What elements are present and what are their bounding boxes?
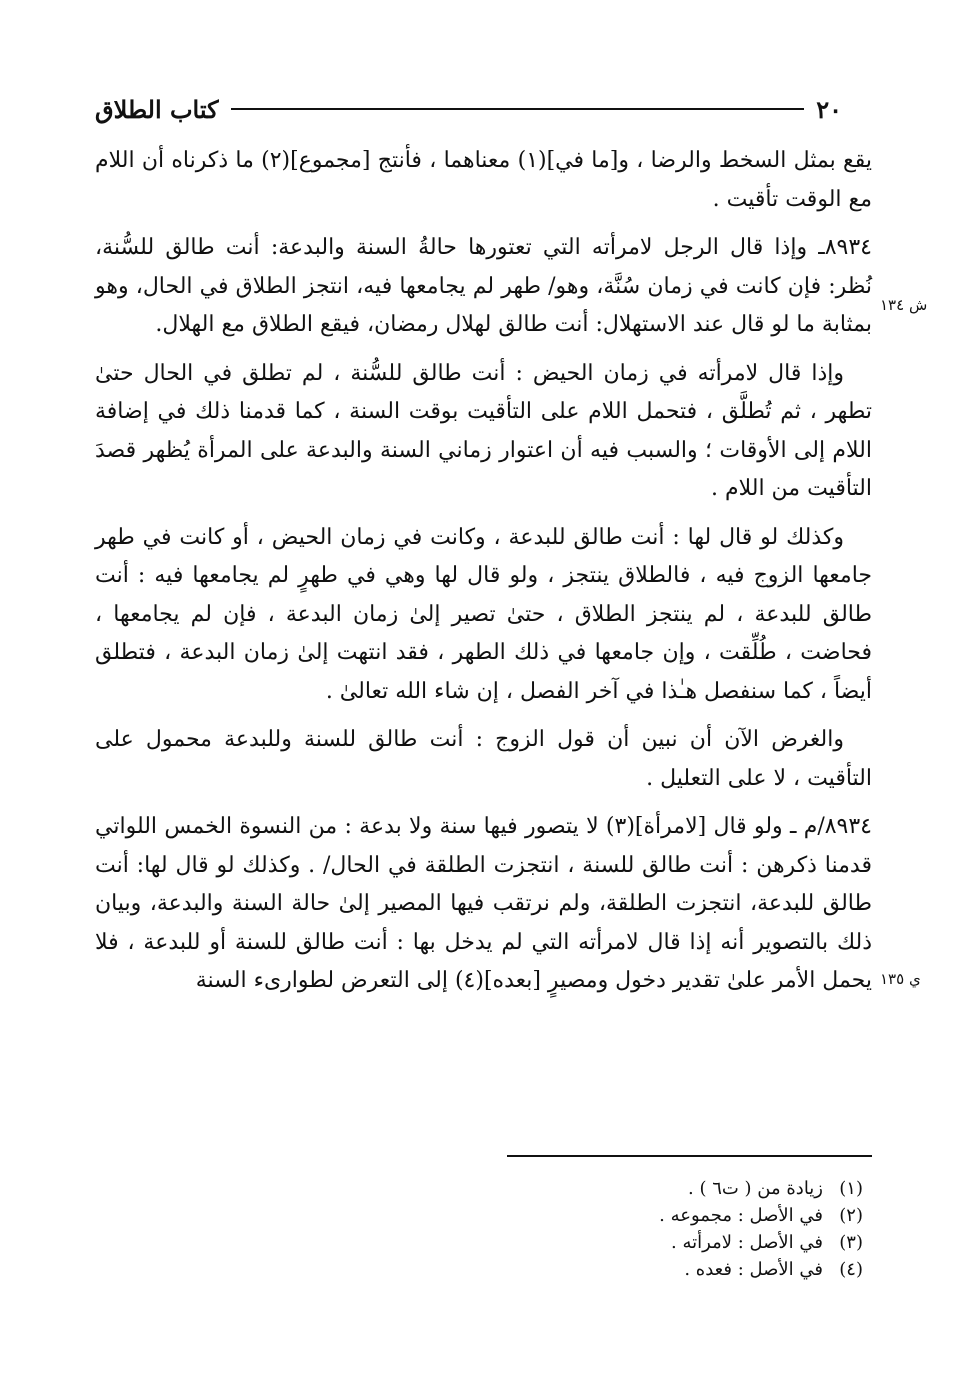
- footnote-text: في الأصل : فعده .: [684, 1259, 823, 1280]
- header-rule: [231, 108, 805, 110]
- footnote: [463, 1229, 863, 1256]
- footnote-number: (٢): [839, 1205, 863, 1226]
- footnote-number: (٣): [839, 1232, 863, 1253]
- running-header: [95, 92, 842, 126]
- manuscript-marker: ي ١٣٥: [880, 970, 921, 988]
- paragraph: ٨٩٣٤ـ وإذا قال الرجل لامرأته التي تعتورها حالةُ السنة والبدعة: أنت طالق للسُّنة، نُظر: فإن كانت في زمان سُنَّة، وهو/ طهر لم يجامعها فيه، انتجز الطلاق في الحال، وهو بمثابة ما لو قال عند الاستهلال: أنت طالق لهلال رمضان، فيقع الطلاق مع الهلال.: [95, 235, 872, 337]
- paragraph: وإذا قال لامرأته في زمان الحيض : أنت طالق للسُّنة ، لم تطلق في الحال حتىٰ تطهر ، ثم تُطلَّق ، فتحمل اللام على التأقيت بوقت السنة ، كما قدمنا ذلك في إضافة اللام إلى الأوقات ؛ والسبب فيه أن اعتوار زماني السنة والبدعة على المرأة يُظهر قصدَ التأقيت من اللام .: [95, 360, 872, 501]
- footnotes: [463, 1175, 863, 1283]
- footnote: [463, 1175, 863, 1202]
- footnote-text: في الأصل : لامرأته .: [671, 1232, 823, 1253]
- footnote-number: (٤): [839, 1259, 863, 1280]
- running-title: كتاب الطلاق: [95, 94, 219, 124]
- footnote-text: زيادة من ( ت٦ ) .: [688, 1178, 823, 1199]
- paragraph: وكذلك لو قال لها : أنت طالق للبدعة ، وكانت في زمان الحيض ، أو كانت في طهر جامعها الزوج فيه ، فالطلاق ينتجز ، ولو قال لها وهي في طهرٍ لم يجامعها فيه : أنت طالق للبدعة ، لم ينتجز الطلاق ، حتىٰ تصير إلىٰ زمان البدعة ، فإن لم يجامعها ، فحاضت ، طُلِّقت ، وإن جامعها في ذلك الطهر ، فقد انتهت إلىٰ زمان البدعة ، فتطلق أيضاً ، كما سنفصل هـٰذا في آخر الفصل ، إن شاء الله تعالىٰ .: [95, 524, 872, 704]
- main-text: [95, 142, 872, 1011]
- footnote: [463, 1202, 863, 1229]
- footnote-text: في الأصل : مجموعه .: [659, 1205, 823, 1226]
- page-number: ٢٠: [816, 94, 842, 124]
- paragraph: يقع بمثل السخط والرضا ، و[ما في](١) معناهما ، فأنتج [مجموع](٢) ما ذكرناه أن اللام مع الوقت تأقيت .: [95, 148, 872, 212]
- footnote-rule: [507, 1155, 872, 1157]
- footnote-number: (١): [839, 1178, 863, 1199]
- manuscript-marker: ش ١٣٤: [880, 296, 928, 314]
- footnote: [463, 1256, 863, 1283]
- paragraph: ٨٩٣٤/م ـ ولو قال [لامرأة](٣) لا يتصور فيها سنة ولا بدعة : من النسوة الخمس اللواتي قدمنا ذكرهن : أنت طالق للسنة ، انتجزت الطلقة في الحال/ . وكذلك لو قال لها: أنت طالق للبدعة، انتجزت الطلقة، ولم نرتقب فيها المصير إلىٰ حالة السنة والبدعة، وبيان ذلك بالتصوير أنه إذا قال لامرأته التي لم يدخل بها : أنت طالق للسنة أو للبدعة ، فلا يحمل الأمر علىٰ تقدير دخول ومصيرٍ [بعده](٤) إلى التعرض لطوارىء السنة: [95, 814, 872, 993]
- paragraph: والغرض الآن أن نبين أن قول الزوج : أنت طالق للسنة وللبدعة محمول على التأقيت ، لا على التعليل .: [95, 727, 872, 791]
